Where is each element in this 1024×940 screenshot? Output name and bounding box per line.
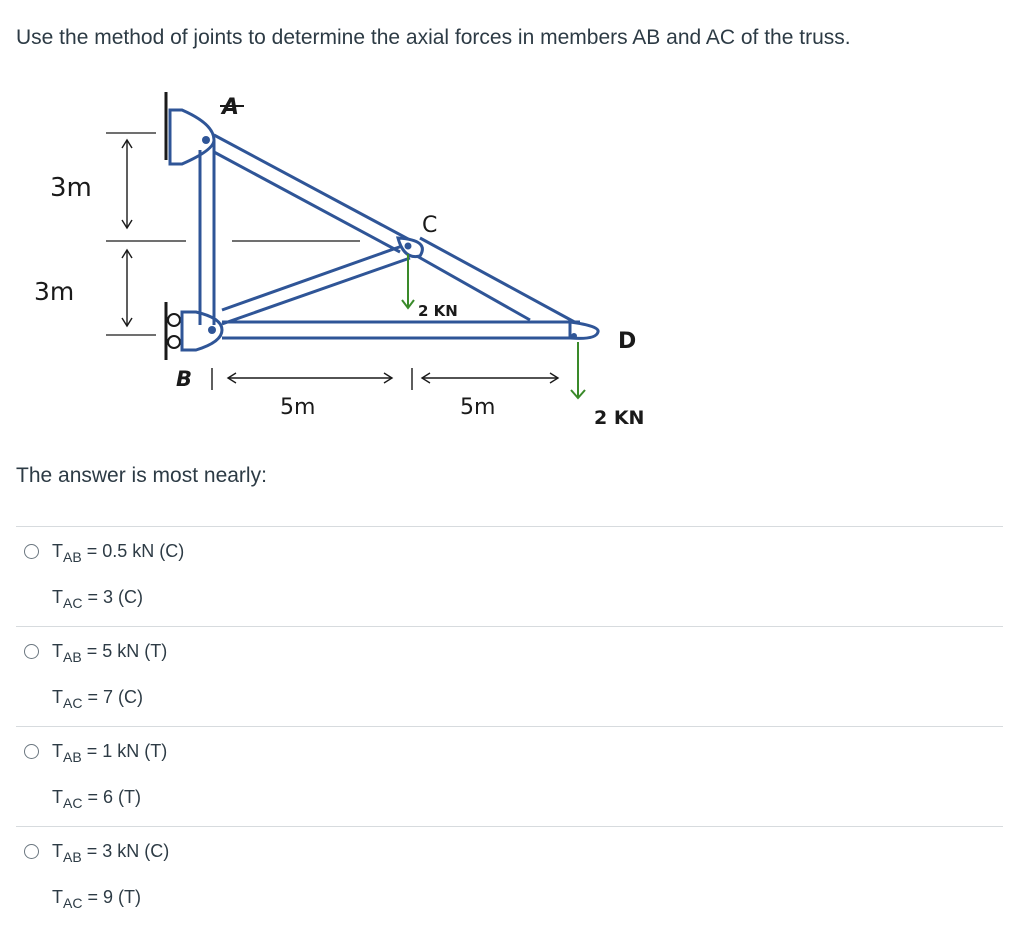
answer-ac-line: $T_{AC} = 6$ (T) [52, 787, 141, 811]
dim-left-span-label: 5m [280, 395, 316, 420]
load-c-label: 2 KN [418, 302, 458, 320]
truss-members [200, 135, 598, 338]
radio-button[interactable] [24, 844, 39, 859]
answer-option-1[interactable] [16, 526, 1003, 626]
label-a: A [222, 95, 240, 120]
label-b: B [176, 367, 193, 391]
dim-top-label: 3m [50, 173, 92, 203]
answer-ab-line: $T_{AB} = 5$ kN (T) [52, 641, 168, 665]
member-ac [214, 135, 410, 240]
dim-right-span-label: 5m [460, 395, 496, 420]
answer-option-2[interactable] [16, 626, 1003, 726]
answer-list [16, 526, 1003, 926]
label-c: C [422, 213, 438, 238]
radio-button[interactable] [24, 544, 39, 559]
load-d-label: 2 KN [594, 407, 645, 429]
member-bc [222, 245, 405, 310]
answer-option-3[interactable] [16, 726, 1003, 826]
question-text: Use the method of joints to determine the axial forces in members AB and AC of the truss. [16, 26, 851, 49]
answer-option-4[interactable] [16, 826, 1003, 926]
dim-bottom-label: 3m [34, 277, 75, 306]
radio-button[interactable] [24, 644, 39, 659]
answer-ac-line: $T_{AC} = 9$ (T) [52, 887, 141, 911]
answer-ac-line: $T_{AC} = 3$ (C) [52, 587, 143, 611]
dimension-arrows-horizontal [212, 368, 558, 390]
answer-ac-line: $T_{AC} = 7$ (C) [52, 687, 143, 711]
answer-ab-line: $T_{AB} = 1$ kN (T) [52, 741, 168, 765]
wall-support-a [166, 92, 214, 164]
load-arrows [402, 254, 585, 398]
dimension-arrows-vertical [122, 140, 132, 326]
prompt-text: The answer is most nearly: [16, 464, 267, 487]
radio-button[interactable] [24, 744, 39, 759]
answer-ab-line: $T_{AB} = 0.5$ kN (C) [52, 541, 185, 565]
label-d: D [618, 329, 637, 354]
answer-ab-line: $T_{AB} = 3$ kN (C) [52, 841, 170, 865]
truss-diagram [0, 80, 700, 440]
